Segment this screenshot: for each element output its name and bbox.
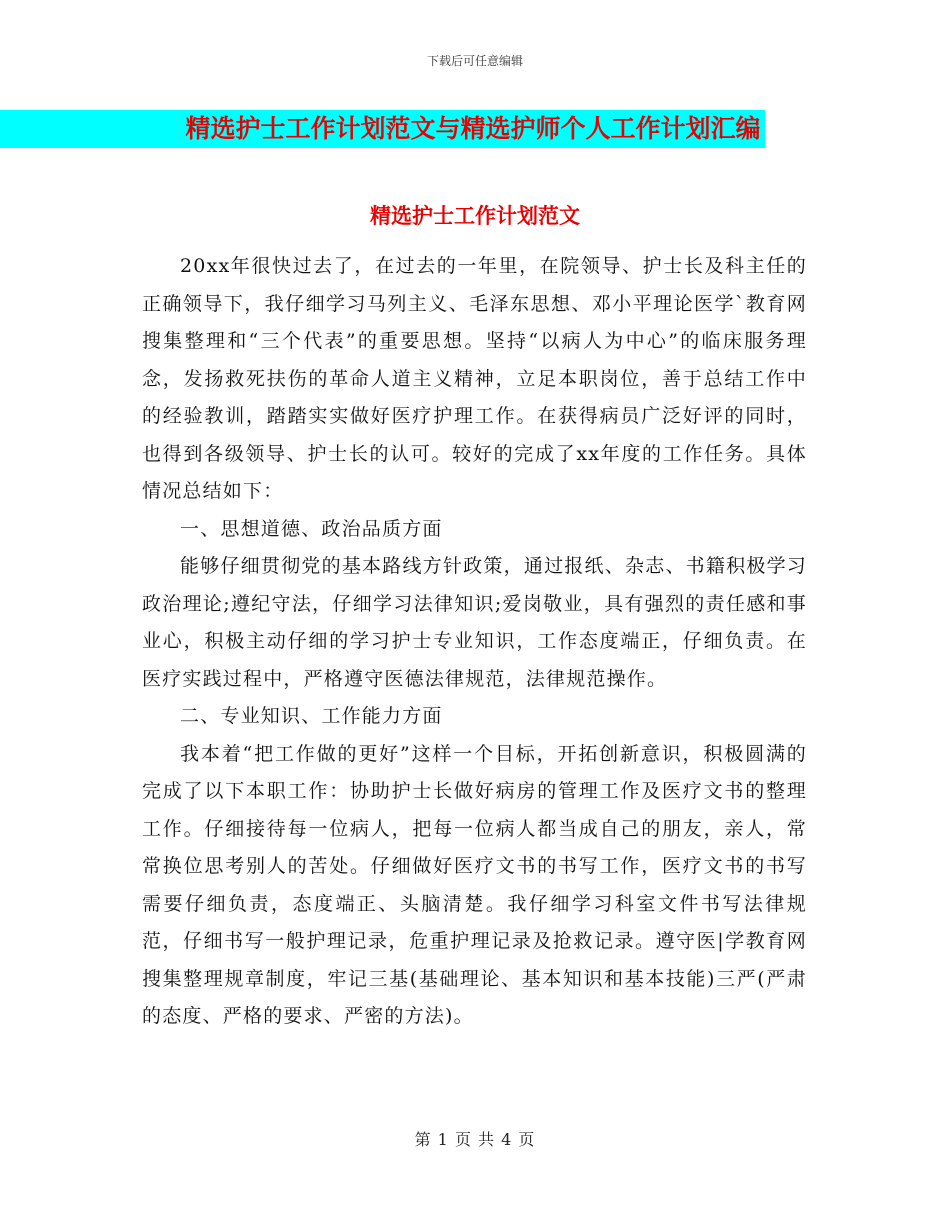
paragraph-intro: 20xx年很快过去了，在过去的一年里，在院领导、护士长及科主任的正确领导下，我仔细学习马列主义、毛泽东思想、邓小平理论医学`教育网搜集整理和“三个代表”的重要思想。坚持“以病人为中心”的临床服务理念，发扬救死扶伤的革命人道主义精神，立足本职岗位，善于总结工作中的经验教训，踏踏实实做好医疗护理工作。在获得病员广泛好评的同时，也得到各级领导、护士长的认可。较好的完成了xx年度的工作任务。具体情况总结如下：	[142, 255, 807, 502]
main-title: 精选护士工作计划范文与精选护师个人工作计划汇编	[0, 110, 765, 148]
page-footer: 第 1 页 共 4 页	[414, 1130, 536, 1149]
body-text	[142, 248, 807, 1036]
section-heading-2: 二、专业知识、工作能力方面	[180, 705, 443, 727]
paragraph-section-1: 能够仔细贯彻党的基本路线方针政策，通过报纸、杂志、书籍积极学习政治理论;遵纪守法，仔细学习法律知识;爱岗敬业，具有强烈的责任感和事业心，积极主动仔细的学习护士专业知识，工作态度端正，仔细负责。在医疗实践过程中，严格遵守医德法律规范，法律规范操作。	[142, 555, 807, 690]
section-heading-1: 一、思想道德、政治品质方面	[180, 517, 443, 540]
page-header-note: 下载后可任意编辑	[426, 54, 523, 68]
section-title: 精选护士工作计划范文	[370, 204, 580, 228]
paragraph-section-2: 我本着“把工作做的更好”这样一个目标，开拓创新意识，积极圆满的完成了以下本职工作：协助护士长做好病房的管理工作及医疗文书的整理工作。仔细接待每一位病人，把每一位病人都当成自己的朋友，亲人，常常换位思考别人的苦处。仔细做好医疗文书的书写工作，医疗文书的书写需要仔细负责，态度端正、头脑清楚。我仔细学习科室文件书写法律规范，仔细书写一般护理记录，危重护理记录及抢救记录。遵守医|学教育网搜集整理规章制度，牢记三基(基础理论、基本知识和基本技能)三严(严肃的态度、严格的要求、严密的方法)。	[142, 742, 807, 1027]
main-title-container	[0, 110, 950, 148]
